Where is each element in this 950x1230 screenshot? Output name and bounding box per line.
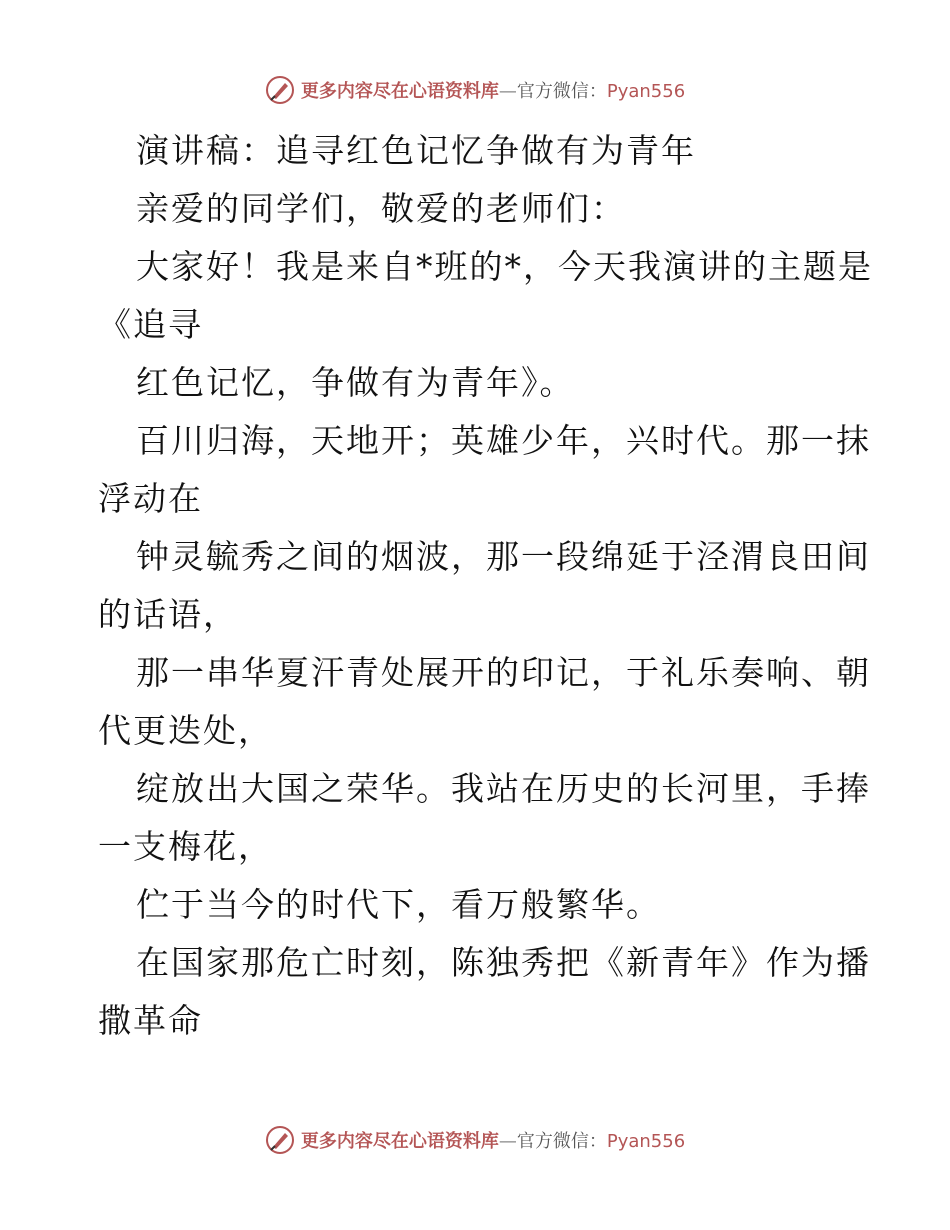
banner-separator: — (498, 1131, 517, 1152)
text-line: 浮动在 (98, 479, 203, 518)
text-line: 一支梅花， (98, 827, 273, 866)
text-line: 演讲稿：追寻红色记忆争做有为青年 (136, 131, 696, 170)
footer-banner (0, 1120, 950, 1160)
banner-separator: — (498, 81, 517, 102)
text-line: 代更迭处， (98, 711, 273, 750)
banner-wechat-id: Pyan556 (606, 81, 686, 102)
banner-official-label: 官方微信： (516, 81, 607, 102)
banner-brand: 更多内容尽在心语资料库 (300, 1131, 499, 1152)
text-line: 钟灵毓秀之间的烟波，那一段绵延于泾渭良田间 (136, 537, 871, 576)
quill-logo-icon (265, 1125, 295, 1155)
document-body (98, 122, 873, 1050)
text-line: 红色记忆，争做有为青年》。 (136, 363, 575, 402)
banner-official-label: 官方微信： (516, 1131, 607, 1152)
quill-logo-icon (265, 75, 295, 105)
text-line: 《追寻 (98, 305, 203, 344)
banner-wechat-id: Pyan556 (606, 1131, 686, 1152)
text-line: 的话语， (98, 595, 238, 634)
banner-text (301, 77, 685, 103)
text-line: 伫于当今的时代下，看万般繁华。 (136, 885, 661, 924)
banner-brand: 更多内容尽在心语资料库 (300, 81, 499, 102)
banner-text (301, 1127, 685, 1153)
text-line: 撒革命 (98, 1001, 203, 1040)
text-line: 在国家那危亡时刻，陈独秀把《新青年》作为播 (136, 943, 871, 982)
header-banner (0, 70, 950, 110)
text-line: 百川归海，天地开；英雄少年，兴时代。那一抹 (136, 421, 871, 460)
text-line: 绽放出大国之荣华。我站在历史的长河里，手捧 (136, 769, 871, 808)
text-line: 亲爱的同学们，敬爱的老师们： (136, 189, 626, 228)
text-line: 大家好！我是来自*班的*，今天我演讲的主题是 (136, 247, 873, 286)
text-line: 那一串华夏汗青处展开的印记，于礼乐奏响、朝 (136, 653, 871, 692)
